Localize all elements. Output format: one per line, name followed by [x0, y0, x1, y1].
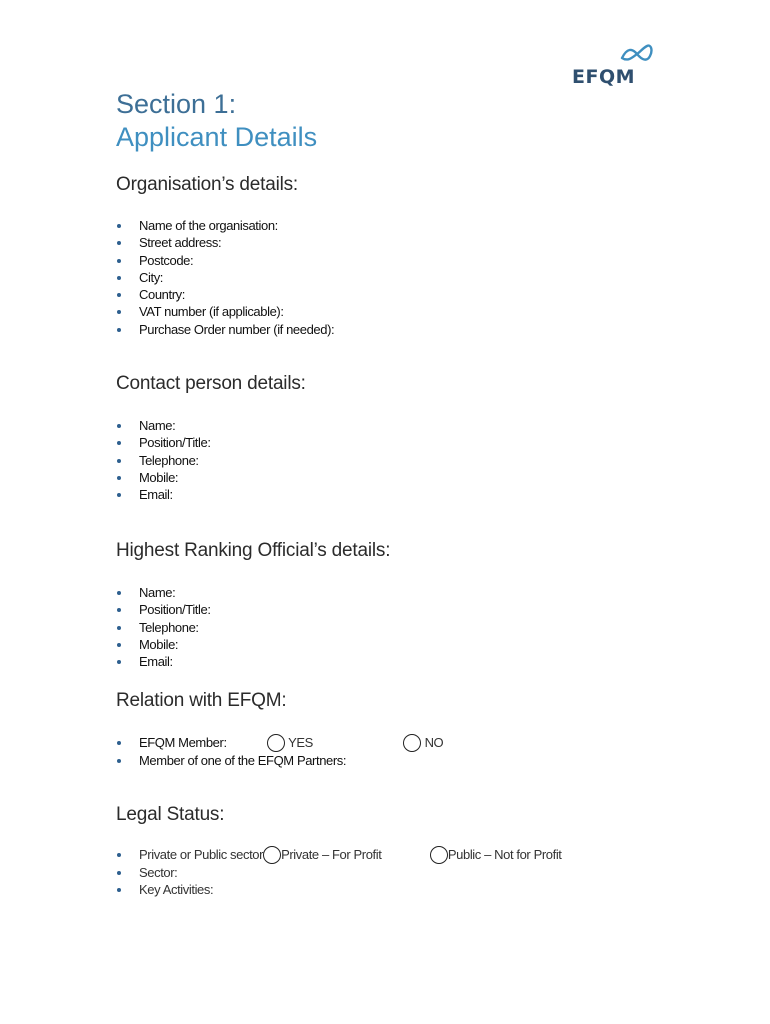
logo-text: EFQM [572, 66, 636, 88]
list-item [116, 846, 562, 864]
organisation-heading: Organisation’s details: [116, 174, 298, 195]
organisation-section [116, 174, 334, 338]
list-item: Key Activities: [116, 881, 562, 898]
list-item: Postcode: [116, 252, 334, 269]
relation-heading: Relation with EFQM: [116, 690, 287, 711]
private-radio[interactable] [263, 846, 281, 864]
section-title: Applicant Details [116, 122, 318, 152]
list-item: Member of one of the EFQM Partners: [116, 752, 443, 769]
list-item: Telephone: [116, 619, 390, 636]
list-item: Position/Title: [116, 601, 390, 618]
list-item: Name: [116, 584, 390, 601]
list-item: Name: [116, 417, 306, 434]
no-radio[interactable] [403, 734, 421, 752]
page-title [116, 88, 317, 154]
list-item: Name of the organisation: [116, 217, 334, 234]
private-label: Private – For Profit [281, 847, 382, 862]
official-section [116, 540, 390, 670]
yes-label: YES [288, 735, 313, 750]
contact-heading: Contact person details: [116, 373, 306, 394]
list-item: Email: [116, 653, 390, 670]
list-item: VAT number (if applicable): [116, 303, 334, 320]
legal-list [116, 846, 562, 899]
list-item: Mobile: [116, 469, 306, 486]
official-list [116, 584, 390, 670]
list-item: Mobile: [116, 636, 390, 653]
list-item: Country: [116, 286, 334, 303]
list-item: Street address: [116, 234, 334, 251]
yes-radio[interactable] [267, 734, 285, 752]
list-item: Telephone: [116, 452, 306, 469]
infinity-loop-icon [618, 40, 656, 66]
list-item [116, 734, 443, 752]
relation-list [116, 734, 443, 769]
list-item: Sector: [116, 864, 562, 881]
relation-section [116, 690, 443, 769]
list-item: Email: [116, 486, 306, 503]
section-number: Section 1: [116, 89, 237, 119]
efqm-logo [570, 40, 660, 92]
list-item: Purchase Order number (if needed): [116, 321, 334, 338]
legal-heading: Legal Status: [116, 804, 225, 825]
sector-type-label: Private or Public sector [139, 847, 264, 862]
contact-list [116, 417, 306, 503]
list-item: City: [116, 269, 334, 286]
legal-section [116, 804, 562, 899]
efqm-member-label: EFQM Member: [139, 735, 227, 750]
no-label: NO [424, 735, 444, 750]
contact-section [116, 373, 306, 503]
organisation-list [116, 217, 334, 338]
public-radio[interactable] [430, 846, 448, 864]
public-label: Public – Not for Profit [447, 847, 562, 862]
list-item: Position/Title: [116, 434, 306, 451]
official-heading: Highest Ranking Official’s details: [116, 540, 391, 561]
